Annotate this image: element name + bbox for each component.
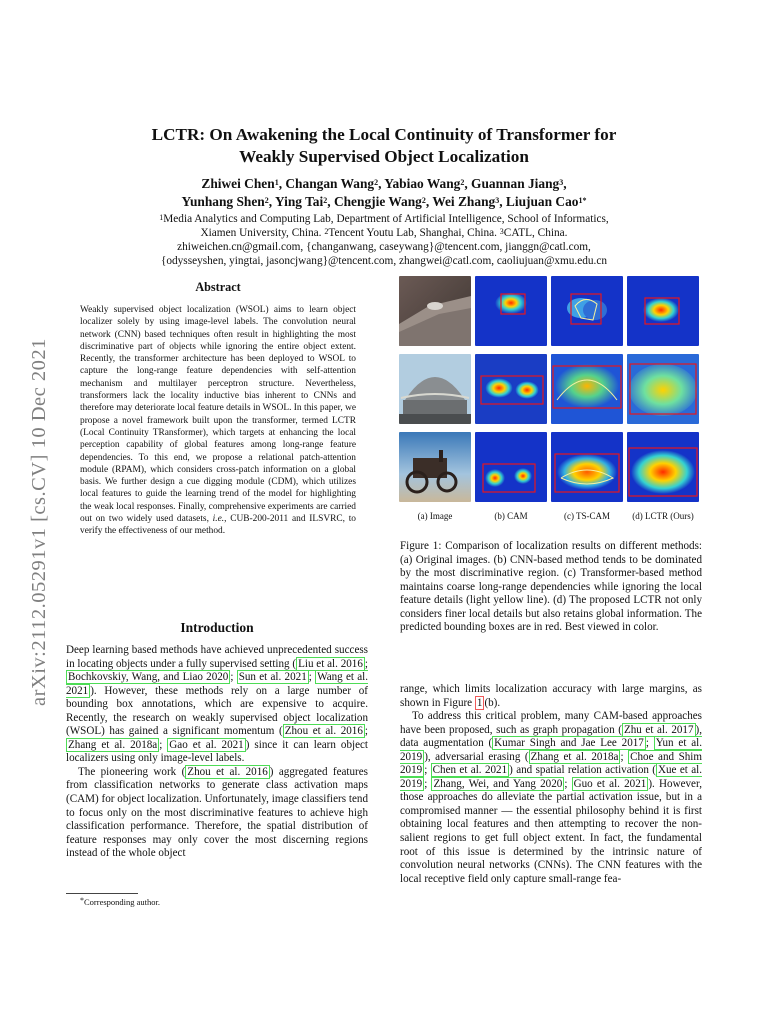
image-bird <box>399 276 471 346</box>
title-line-2: Weakly Supervised Object Localization <box>239 147 529 166</box>
abstract-text: , CUB-200-2011 and ILSVRC, to verify the effectiveness of our method. <box>80 514 356 537</box>
citation-link[interactable]: Bochkovskiy, Wang, and Liao 2020 <box>68 671 229 684</box>
body-text: (b). <box>484 696 501 709</box>
citation-link[interactable]: Wang et al. 2021 <box>66 671 369 697</box>
body-text: ; <box>424 764 431 777</box>
affiliation-sup: 1 <box>159 213 164 222</box>
author-line-2 <box>90 193 678 211</box>
intro-paragraph-3 <box>400 710 702 886</box>
citation-link[interactable]: Zhang, Wei, and Yang 2020 <box>433 777 563 790</box>
body-text: ; <box>159 738 168 751</box>
citation-link[interactable]: Zhou et al. 2016 <box>187 765 268 778</box>
author-name: Wei Zhang <box>432 194 496 209</box>
figure-ref-link[interactable]: 1 <box>476 696 483 709</box>
author-emails-line-1: zhiweichen.cn@gmail.com, {changanwang, caseywang}@tencent.com, jianggn@catl.com, <box>177 241 591 253</box>
figure-1 <box>399 276 701 524</box>
citation-link[interactable]: Sun et al. 2021 <box>238 671 307 684</box>
author-name: Changan Wang <box>285 176 375 191</box>
citation-link[interactable]: Zhang et al. 2018a <box>68 738 158 751</box>
body-text: ; <box>424 777 432 790</box>
left-column-body <box>66 644 368 861</box>
footnote-mark: * <box>80 896 84 905</box>
author-name: Chengjie Wang <box>333 194 422 209</box>
author-line-1 <box>90 175 678 193</box>
intro-paragraph-1 <box>66 644 368 766</box>
author-separator: , <box>268 194 275 209</box>
author-separator: , <box>499 194 506 209</box>
author-affiliation-mark: 2 <box>460 178 465 187</box>
author-affiliation-mark: 2 <box>421 196 426 205</box>
right-column-body <box>400 683 702 886</box>
affiliation-sup: 2 <box>324 227 329 236</box>
footnote <box>80 897 160 907</box>
author-separator: , <box>278 176 286 191</box>
citation-link[interactable]: Guo et al. 2021 <box>573 777 647 790</box>
author-name: Yunhang Shen <box>181 194 265 209</box>
abstract-italic: i.e. <box>212 514 225 525</box>
affiliation-line-1 <box>90 212 678 226</box>
body-text: ; <box>620 750 629 763</box>
body-text: ; <box>230 671 237 684</box>
citation-link[interactable]: Xue et al. 2019 <box>400 764 702 790</box>
body-text: The pioneering work ( <box>78 765 186 778</box>
lctr-dome <box>627 354 699 424</box>
body-text: ). However, these methods rely on a large number of bounding box annotations, which are expensive to acquire. Recently, the research on weakly supervised object localization (WSOL) has gained a significant momentum ( <box>66 684 368 738</box>
tscam-vehicle <box>551 432 623 502</box>
body-text: ) and spatial relation activation ( <box>509 764 656 777</box>
footnote-rule <box>66 893 138 894</box>
citation-link[interactable]: Liu et al. 2016 <box>298 657 363 670</box>
author-affiliation-mark: 3 <box>559 178 564 187</box>
footnote-text: Corresponding author. <box>84 897 161 907</box>
body-text: ), adversarial erasing ( <box>424 750 529 763</box>
author-separator: , <box>327 194 334 209</box>
figure-column-label: (d) LCTR (Ours) <box>632 511 694 521</box>
affiliation-text: Xiamen University, China. <box>200 227 325 239</box>
intro-paragraph-2 <box>66 766 368 861</box>
body-text: Deep learning based methods have achieved unprecedented success in locating objects under a fully supervised setting ( <box>66 644 368 670</box>
author-name: Yabiao Wang <box>384 176 461 191</box>
citation-link[interactable]: Choe and Shim 2019 <box>400 750 702 777</box>
author-name: Ying Tai <box>274 194 324 209</box>
author-separator: , <box>464 176 472 191</box>
abstract-text: Weakly supervised object localization (WSOL) aims to learn object localizer solely by using image-level labels. The convolution neural network (CNN) based techniques often result in highlighting the most discriminative part of objects while ignoring the entire object extent. Recently, the transformer architecture has been deployed to WSOL to capture the long-range feature dependencies with self-attention mechanism and multilayer perceptron structure. Nevertheless, transformers lack the locality inductive bias inherent to CNNs and therefore may deteriorate local feature details in WSOL. In this paper, we propose a novel framework built upon the transformer, termed LCTR (Local Continuity TRansformer), which targets at enhancing the local perception capability of global features among long-range feature dependencies. To this end, we propose a relational patch-attention module (RPAM), which considers cross-patch information on a global basis. We further design a cue digging module (CDM), which utilizes local features to guide the learning trend of the model for highlighting the weak local responses. Finally, comprehensive experiments are carried out on two widely used datasets, <box>80 305 356 525</box>
body-text: ), data augmentation ( <box>400 723 702 750</box>
author-list <box>90 175 678 211</box>
body-text: ) aggregated features from classification networks to generate class activation maps (CAM) for object localization. Unfortunately, image classifiers tend to focus only on the most discriminative features to achieve high classification performance. Therefore, the spatial distribution of feature responses may only cover the most discerning regions instead of the whole object <box>66 765 368 860</box>
tscam-dome <box>551 354 623 424</box>
body-text: range, which limits localization accuracy with large margins, as shown in Figure <box>400 683 702 709</box>
body-text: ; <box>364 657 368 670</box>
affiliations <box>90 212 678 268</box>
citation-link[interactable]: Zhu et al. 2017 <box>623 723 694 736</box>
affiliation-line-2 <box>90 226 678 240</box>
author-affiliation-mark: 2 <box>374 178 379 187</box>
citation-link[interactable]: Kumar Singh and Jae Lee 2017 <box>494 737 644 750</box>
intro-paragraph-continued <box>400 683 702 710</box>
abstract-body <box>80 304 356 538</box>
affiliation-sup: 3 <box>499 227 504 236</box>
author-separator: , <box>378 176 385 191</box>
lctr-vehicle <box>627 432 699 502</box>
body-text: ) since it can learn object localizers using only image-level labels. <box>66 738 369 765</box>
author-affiliation-mark: 3 <box>495 196 500 205</box>
body-text: To address this critical problem, many CAM-based approaches have been proposed, such as graph propagation ( <box>400 710 702 736</box>
cam-dome <box>475 354 547 424</box>
introduction-heading: Introduction <box>180 620 254 635</box>
citation-link[interactable]: Yun et al. 2019 <box>400 737 702 763</box>
citation-link[interactable]: Zhang et al. 2018a <box>530 750 619 763</box>
arxiv-identifier: arXiv:2112.05291v1 [cs.CV] 10 Dec 2021 <box>28 338 50 706</box>
body-text: ). However, those approaches do alleviate the partial activation issue, but in a compromised manner — the essential philosophy behind it is first obtaining local features and then attempting to recover the non-salient regions to get full object extent. In fact, the fundamental root of this issue is determined by the intrinsic nature of convolution neural networks (CNNs). The CNN features with the local receptive field only capture small-range fea- <box>400 777 702 885</box>
author-separator: , <box>563 176 567 191</box>
citation-link[interactable]: Chen et al. 2021 <box>432 764 508 777</box>
lctr-bird <box>627 276 699 346</box>
title-line-1: LCTR: On Awakening the Local Continuity of Transformer for <box>151 125 617 144</box>
cam-bird <box>475 276 547 346</box>
image-dome <box>399 354 471 424</box>
figure-column-label: (c) TS-CAM <box>563 511 611 521</box>
figure-column-label: (a) Image <box>417 511 453 521</box>
body-text: ; <box>308 671 316 684</box>
body-text: ; <box>645 737 654 750</box>
body-text: ; <box>564 777 572 790</box>
affiliation-text: Tencent Youtu Lab, Shanghai, China. <box>328 227 500 239</box>
tscam-bird <box>551 276 623 346</box>
citation-link[interactable]: Gao et al. 2021 <box>169 738 244 751</box>
figure-caption: Figure 1: Comparison of localization results on different methods: (a) Original images. (b) CNN-based method tends to be dominated by the most discriminative region. (c) Transformer-based method maintains coarse long-range dependencies while ignoring the local feature details (light yellow line). (d) The proposed LCTR not only considers finer local details but also retains global information. The predicted bounding boxes are in red. Best viewed in color. <box>400 540 702 634</box>
cam-vehicle <box>475 432 547 502</box>
paper-title <box>100 124 668 168</box>
author-affiliation-mark: 2 <box>323 196 328 205</box>
author-affiliation-mark: 1 <box>274 178 279 187</box>
author-affiliation-mark: 2 <box>264 196 269 205</box>
author-emails-line-2: {odysseyshen, yingtai, jasoncjwang}@tencent.com, zhangwei@catl.com, caoliujuan@xmu.edu.cn <box>160 255 608 267</box>
body-text: ; <box>364 725 368 738</box>
citation-link[interactable]: Zhou et al. 2016 <box>284 725 363 738</box>
author-name: Guannan Jiang <box>471 176 560 191</box>
image-vehicle <box>399 432 471 502</box>
author-name: Liujuan Cao <box>505 194 579 209</box>
author-affiliation-mark: 1* <box>578 196 587 205</box>
figure-column-label: (b) CAM <box>494 511 528 521</box>
author-separator: , <box>425 194 433 209</box>
affiliation-text: CATL, China. <box>503 227 568 239</box>
author-name: Zhiwei Chen <box>201 176 275 191</box>
abstract-heading: Abstract <box>195 280 241 294</box>
affiliation-text: Media Analytics and Computing Lab, Department of Artificial Intelligence, School of Informatics, <box>163 213 609 225</box>
